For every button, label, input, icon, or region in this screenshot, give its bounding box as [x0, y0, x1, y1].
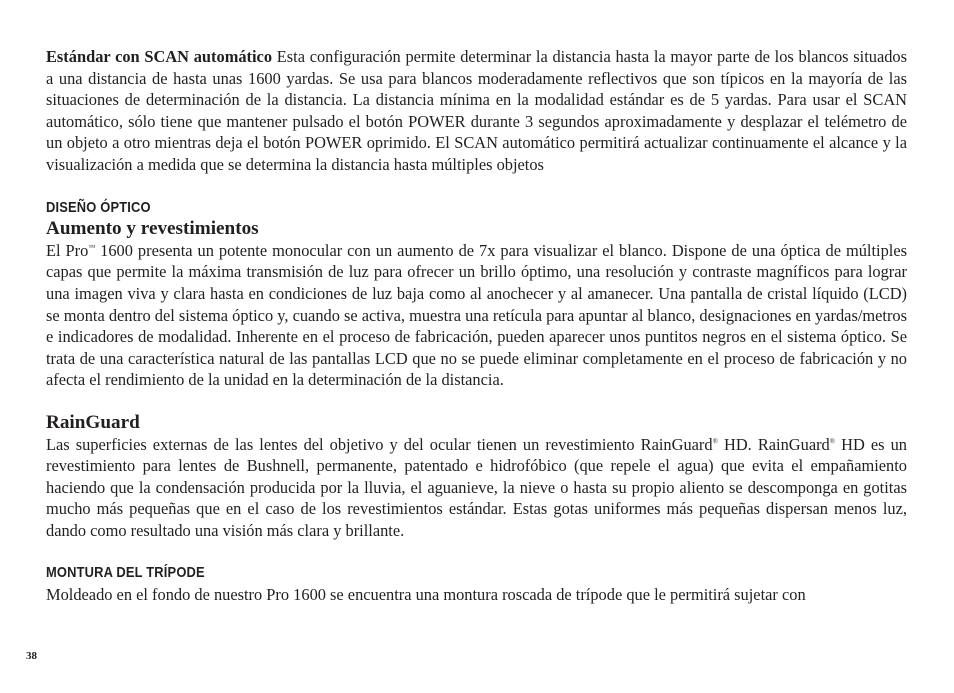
- optical-heading: DISEÑO ÓPTICO: [46, 198, 151, 216]
- optical-text-start: El Pro: [46, 240, 89, 260]
- optical-paragraph: [46, 240, 907, 391]
- rainguard-text-2: HD. RainGuard: [717, 434, 830, 454]
- rainguard-paragraph: [46, 434, 907, 542]
- page-number: 38: [26, 650, 37, 662]
- scan-paragraph: [46, 46, 907, 176]
- tripod-paragraph: Moldeado en el fondo de nuestro Pro 1600 se encuentra una montura roscada de trípode que le permitirá sujetar con: [46, 585, 806, 605]
- spacer: [46, 391, 907, 412]
- spacer: [46, 176, 907, 197]
- scan-lead: Estándar con SCAN automático: [46, 47, 273, 66]
- page-content: [46, 46, 907, 606]
- registered-mark: ®: [712, 437, 718, 446]
- rainguard-text-1: Las superficies externas de las lentes del objetivo y del ocular tienen un revestimiento RainGuard: [46, 434, 713, 454]
- scan-text: Esta configuración permite determinar la distancia hasta la mayor parte de los blancos situados a una distancia de hasta unas 1600 yardas. Se usa para blancos moderadamente reflectivos que son típicos en la mayoría de las situaciones de determinación de la distancia. La distancia mínima en la modalidad estándar es de 5 yardas. Para usar el SCAN automático, sólo tiene que mantener pulsado el botón POWER durante 3 segundos aproximadamente y desplazar el telémetro de un objeto a otro mientras deja el botón POWER oprimido. El SCAN automático permitirá actualizar continuamente el alcance y la visualización a medida que se determina la distancia hasta múltiples objetos: [46, 47, 908, 174]
- optical-subheading: Aumento y revestimientos: [46, 218, 259, 240]
- rainguard-subheading: RainGuard: [46, 411, 140, 433]
- rainguard-text-3: HD es un revestimiento para lentes de Bushnell, permanente, patentado e hidrofóbico (que repele el agua) que evita el empañamiento haciendo que la condensación producida por la lluvia, el aguanieve, la nieve o hasta su propio aliento se descomponga en gotitas mucho más pequeñas que en el caso de los revestimientos estándar. Estas gotas uniformes más pequeñas dispersan menos luz, dando como resultado una visión más clara y brillante.: [46, 434, 907, 540]
- spacer: [46, 541, 907, 562]
- optical-text-rest: 1600 presenta un potente monocular con un aumento de 7x para visualizar el blanco. Dispone de una óptica de múltiples capas que permite la máxima transmisión de luz para ofrecer un brillo óptimo, una resolución y contraste magníficos para lograr una imagen viva y clara hasta en condiciones de luz baja como al anochecer y al amanecer. Una pantalla de cristal líquido (LCD) se monta dentro del sistema óptico y, cuando se activa, muestra una retícula para apuntar al blanco, designaciones en yardas/metros e indicadores de modalidad. Inherente en el proceso de fabricación, pueden aparecer unos puntitos negros en el sistema óptico. Se trata de una característica natural de las pantallas LCD que no se puede eliminar completamente en el proceso de fabricación y no afecta el rendimiento de la unidad en la determinación de la distancia.: [46, 240, 907, 390]
- trademark-mark: ™: [88, 243, 96, 252]
- tripod-heading: MONTURA DEL TRÍPODE: [46, 564, 205, 582]
- registered-mark: ®: [829, 437, 836, 446]
